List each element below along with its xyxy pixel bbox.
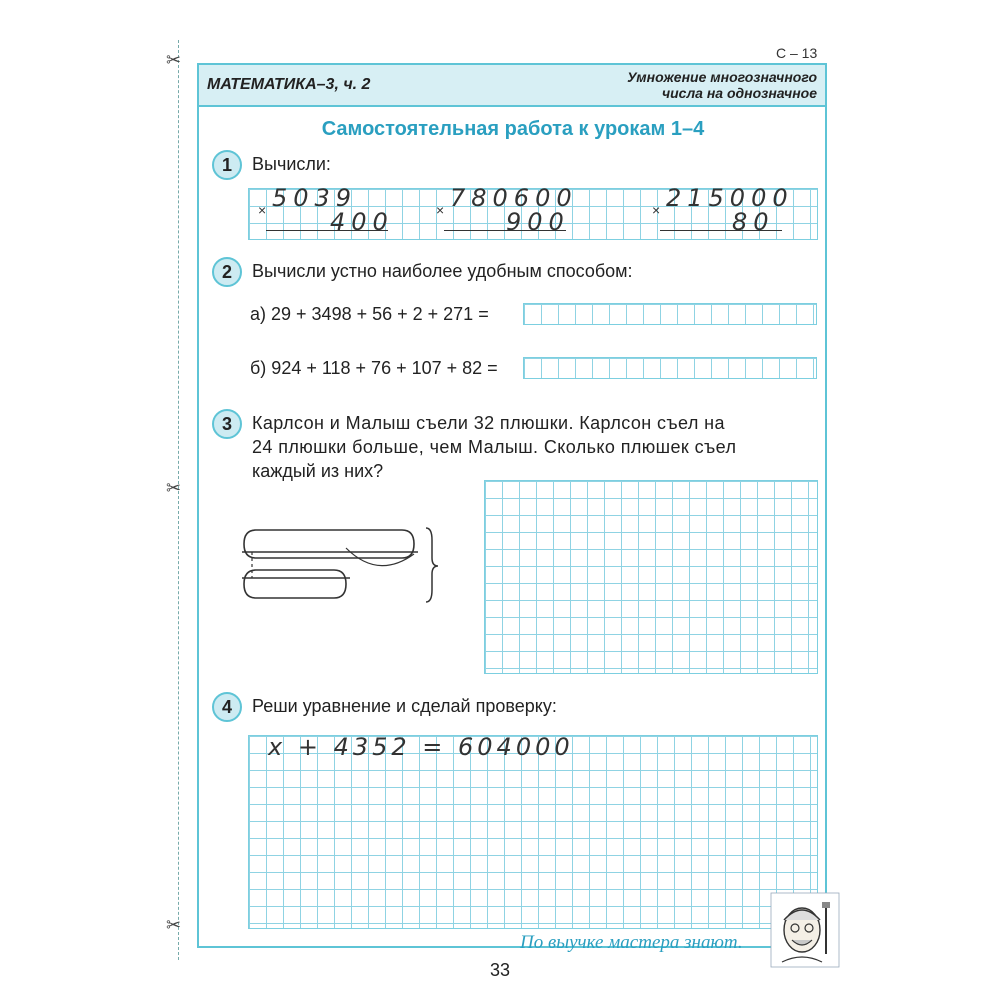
handwritten-number: 400 <box>330 208 394 236</box>
scissors-icon: ✂ <box>166 915 182 936</box>
handwritten-number: 5039 <box>272 184 358 212</box>
task-number: 1 <box>212 150 242 180</box>
handwritten-number: 780600 <box>450 184 578 212</box>
scissors-icon: ✂ <box>166 478 182 499</box>
worksheet-header <box>199 65 825 107</box>
expression-b: б) 924 + 118 + 76 + 107 + 82 = <box>250 358 498 378</box>
calc-underline <box>660 230 782 231</box>
task-text: Вычисли устно наиболее удобным способом: <box>252 261 633 281</box>
calc-underline <box>444 230 566 231</box>
subject-title: МАТЕМАТИКА–3, ч. 2 <box>207 76 371 93</box>
task-number: 2 <box>212 257 242 287</box>
short-notation-diagram <box>238 518 444 610</box>
expression-a: а) 29 + 3498 + 56 + 2 + 271 = <box>250 304 489 324</box>
handwritten-number: 900 <box>506 208 570 236</box>
handwritten-number: 215000 <box>666 184 794 212</box>
task-text-line: каждый из них? <box>252 461 384 481</box>
answer-cells-a[interactable] <box>523 303 817 325</box>
task-number: 4 <box>212 692 242 722</box>
task-text-line: 24 плюшки больше, чем Малыш. Сколько плюшек съел <box>252 437 737 457</box>
page-number: 33 <box>489 960 511 980</box>
handwritten-equation: x + 4352 = 604000 <box>268 733 574 761</box>
multiply-sign: × <box>258 202 267 218</box>
scissors-icon: ✂ <box>166 50 182 71</box>
equation-grid[interactable] <box>248 735 818 929</box>
multiply-sign: × <box>436 202 445 218</box>
multiply-sign: × <box>652 202 661 218</box>
task-text-line: Карлсон и Малыш съели 32 плюшки. Карлсон съел на <box>252 413 725 433</box>
answer-cells-b[interactable] <box>523 357 817 379</box>
topic-title: Умножение многозначного числа на однозначное <box>627 69 817 101</box>
task-text: Вычисли: <box>252 154 331 174</box>
task-number: 3 <box>212 409 242 439</box>
page-title: Самостоятельная работа к урокам 1–4 <box>321 118 705 140</box>
cut-line <box>178 40 179 960</box>
motto: По выучке мастера знают. <box>520 932 743 953</box>
craftsman-illustration <box>770 892 840 968</box>
handwritten-number: 80 <box>732 208 775 236</box>
solution-grid[interactable] <box>484 480 818 674</box>
calc-underline <box>266 230 388 231</box>
task-text: Реши уравнение и сделай проверку: <box>252 696 557 716</box>
page-code: С – 13 <box>776 45 818 61</box>
